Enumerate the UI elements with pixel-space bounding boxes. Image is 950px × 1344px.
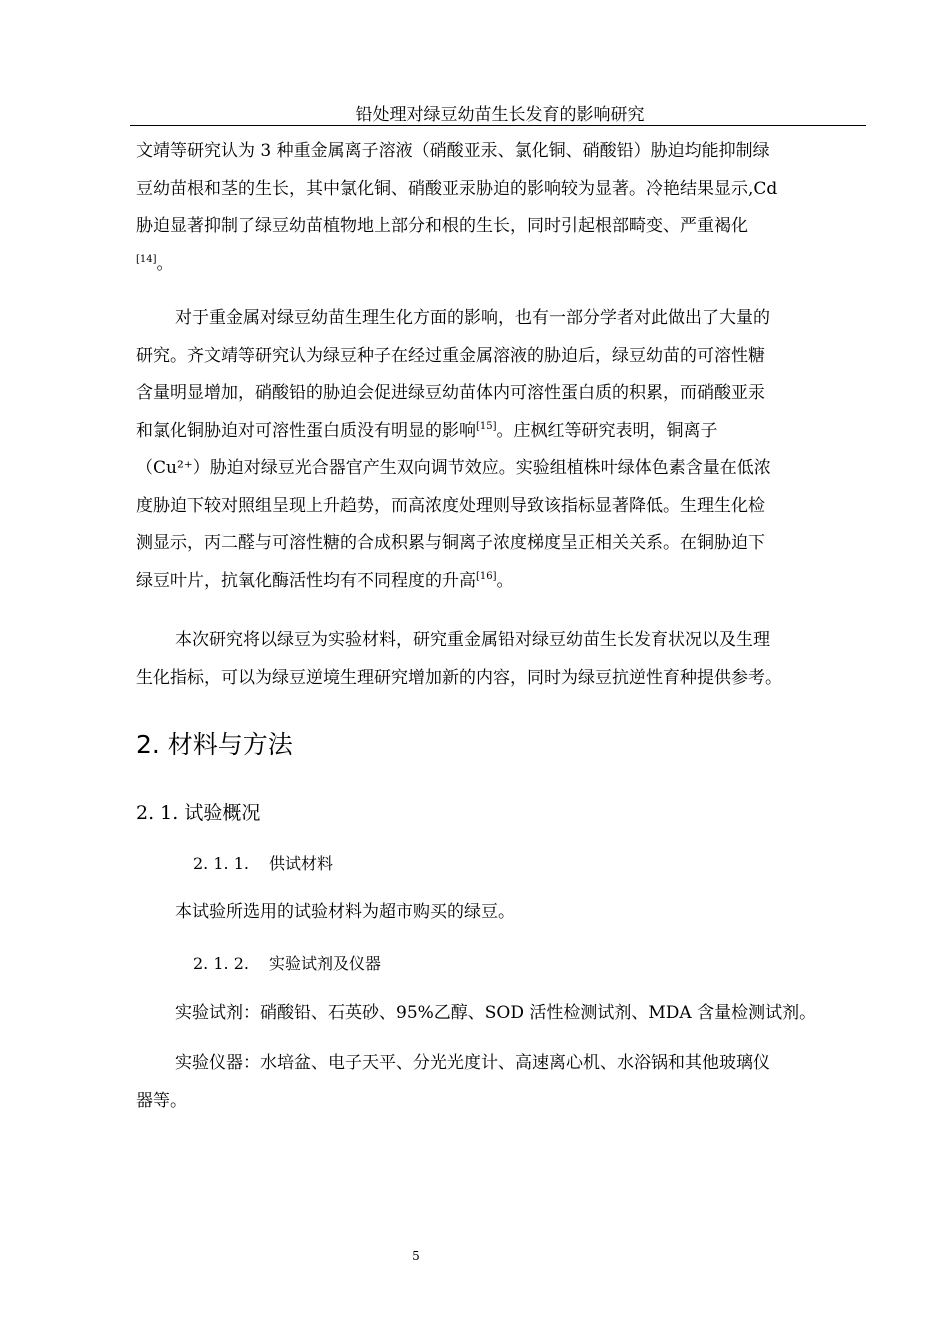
section-title: 供试材料 xyxy=(269,854,334,873)
citation-16: [16] xyxy=(476,570,497,582)
paragraph-3 xyxy=(136,622,782,697)
citation-15: [15] xyxy=(476,420,497,432)
text-run: 。庄枫红等研究表明，铜离子 xyxy=(496,420,718,441)
page-number: 5 xyxy=(412,1249,420,1263)
paragraph-2-line xyxy=(136,413,771,451)
paragraph-6-line: 实验仪器：水培盆、电子天平、分光光度计、高速离心机、水浴锅和其他玻璃仪 xyxy=(175,1053,770,1073)
paragraph-1-line: 豆幼苗根和茎的生长，其中氯化铜、硝酸亚汞胁迫的影响较为显著。冷艳结果显示,Cd xyxy=(136,178,778,199)
paragraph-1-end: 。 xyxy=(156,253,174,274)
paragraph-3-line: 本次研究将以绿豆为实验材料，研究重金属铅对绿豆幼苗生长发育状况以及生理 xyxy=(175,630,770,650)
paragraph-2-line: 对于重金属对绿豆幼苗生理生化方面的影响，也有一部分学者对此做出了大量的 xyxy=(175,308,770,328)
text-run: 。 xyxy=(496,570,514,591)
section-heading-2: 2. 材料与方法 xyxy=(136,730,293,759)
section-heading-2-1-1 xyxy=(193,850,333,878)
paragraph-2-line: （Cu²⁺）胁迫对绿豆光合器官产生双向调节效应。实验组植株叶绿体色素含量在低浓 xyxy=(136,458,771,478)
paragraph-4-line: 本试验所选用的试验材料为超市购买的绿豆。 xyxy=(175,902,515,922)
running-header: 铅处理对绿豆幼苗生长发育的影响研究 xyxy=(355,105,645,125)
paragraph-6-line: 器等。 xyxy=(136,1090,187,1111)
paragraph-1-line: 文靖等研究认为 3 种重金属离子溶液（硝酸亚汞、氯化铜、硝酸铅）胁迫均能抑制绿 xyxy=(136,141,770,161)
paragraph-3-line: 生化指标，可以为绿豆逆境生理研究增加新的内容，同时为绿豆抗逆性育种提供参考。 xyxy=(136,667,782,688)
paragraph-1-line: 胁迫显著抑制了绿豆幼苗植物地上部分和根的生长，同时引起根部畸变、严重褐化 xyxy=(136,216,748,236)
header-rule xyxy=(130,125,866,126)
citation-14: [14] xyxy=(136,253,157,265)
paragraph-6 xyxy=(136,1045,770,1120)
text-run: 绿豆叶片，抗氧化酶活性均有不同程度的升高 xyxy=(136,570,476,591)
paragraph-1-line xyxy=(136,246,777,284)
section-heading-2-1 xyxy=(136,797,260,829)
section-number: 2. 1. 2. xyxy=(193,954,249,973)
section-heading-2-1-2 xyxy=(193,950,381,978)
section-number: 2. 1. xyxy=(136,802,179,824)
paragraph-2-line: 度胁迫下较对照组呈现上升趋势，而高浓度处理则导致该指标显著降低。生理生化检 xyxy=(136,495,765,516)
paragraph-4 xyxy=(136,894,515,932)
paragraph-2 xyxy=(136,300,771,600)
paragraph-5-line: 实验试剂：硝酸铅、石英砂、95%乙醇、SOD 活性检测试剂、MDA 含量检测试剂。 xyxy=(175,1003,817,1023)
section-number: 2. 1. 1. xyxy=(193,854,249,873)
paragraph-2-line: 含量明显增加，硝酸铅的胁迫会促进绿豆幼苗体内可溶性蛋白质的积累，而硝酸亚汞 xyxy=(136,383,765,403)
section-title: 试验概况 xyxy=(184,802,261,824)
paragraph-1 xyxy=(136,133,777,283)
text-run: 和氯化铜胁迫对可溶性蛋白质没有明显的影响 xyxy=(136,420,476,441)
paragraph-2-line: 测显示，丙二醛与可溶性糖的合成积累与铜离子浓度梯度呈正相关关系。在铜胁迫下 xyxy=(136,533,765,553)
paragraph-5 xyxy=(136,995,816,1033)
paragraph-2-line xyxy=(136,563,771,601)
paragraph-2-line: 研究。齐文靖等研究认为绿豆种子在经过重金属溶液的胁迫后，绿豆幼苗的可溶性糖 xyxy=(136,345,765,366)
section-title: 实验试剂及仪器 xyxy=(269,954,382,973)
